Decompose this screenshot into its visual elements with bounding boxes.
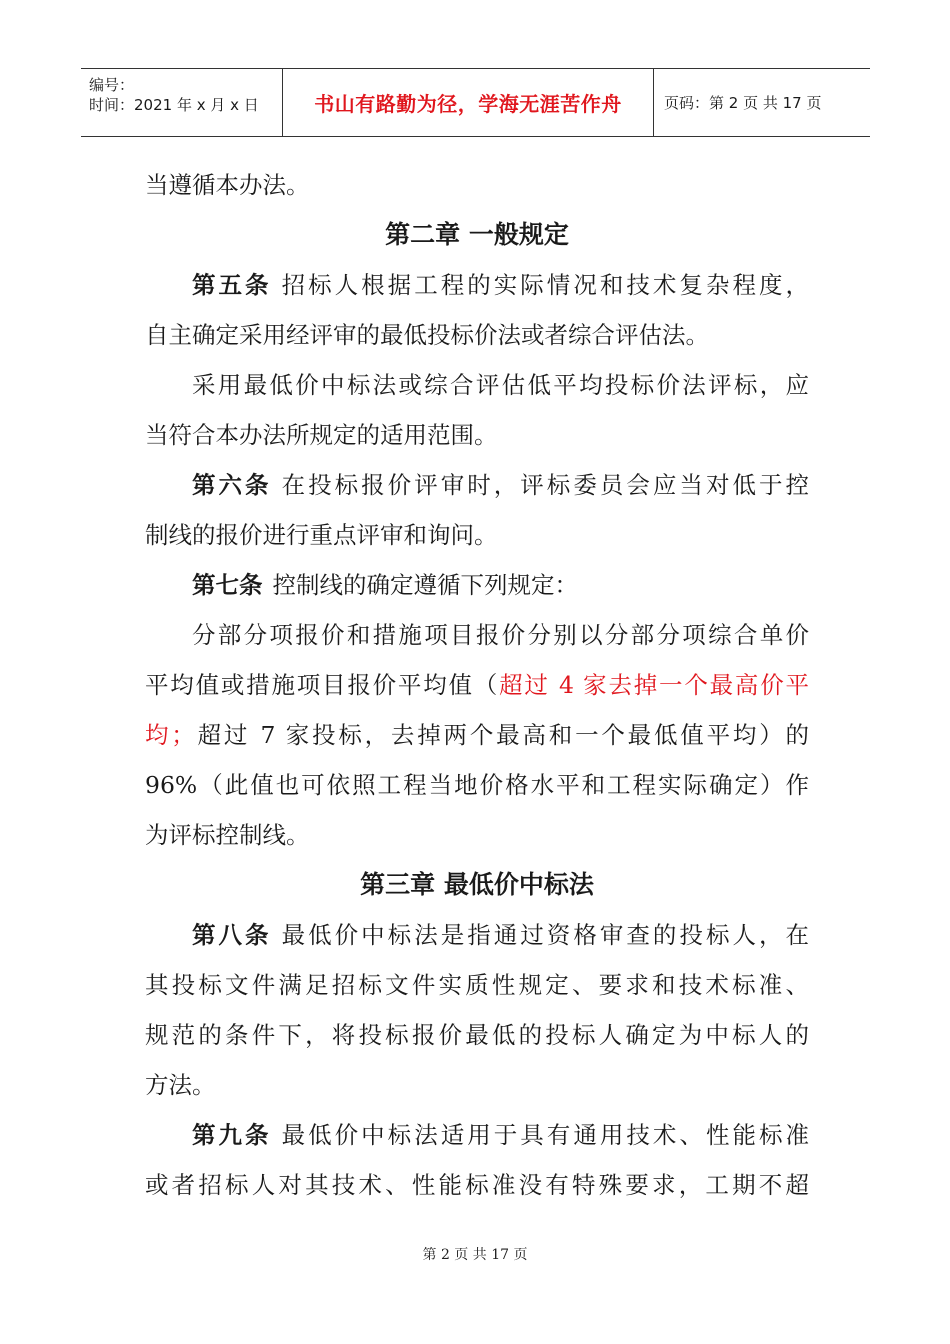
article-5-line-2: 自主确定采用经评审的最低投标价法或者综合评估法。 bbox=[145, 321, 709, 349]
paragraph-2-line-1: 分部分项报价和措施项目报价分别以分部分项综合单价 bbox=[192, 621, 809, 649]
paragraph-2-line-2-text: 平均值或措施项目报价平均值（ bbox=[145, 671, 500, 699]
header-number-label: 编号： bbox=[89, 76, 135, 94]
article-7-line-1 bbox=[145, 560, 809, 610]
chapter-2-heading: 第二章 一般规定 bbox=[385, 220, 569, 249]
article-6-text-1: 在投标报价评审时，评标委员会应当对低于控 bbox=[281, 471, 809, 499]
article-5-text-1: 招标人根据工程的实际情况和技术复杂程度， bbox=[281, 271, 809, 299]
paragraph-2-line-2-highlight: 超过 4 家去掉一个最高价平 bbox=[499, 671, 809, 699]
header-page-label: 页码：第 2 页 共 17 页 bbox=[664, 94, 822, 112]
article-8-text-1: 最低价中标法是指通过资格审查的投标人，在 bbox=[281, 921, 809, 949]
article-9-line-2: 或者招标人对其技术、性能标准没有特殊要求，工期不超 bbox=[145, 1171, 809, 1199]
paragraph-2-line-5: 为评标控制线。 bbox=[145, 821, 310, 849]
paragraph-2-line-4: 96%（此值也可依照工程当地价格水平和工程实际确定）作 bbox=[145, 771, 809, 799]
paragraph-1-line-1: 采用最低价中标法或综合评估低平均投标价法评标，应 bbox=[192, 371, 809, 399]
paragraph-2-line-3 bbox=[145, 710, 809, 760]
article-7-text-1: 控制线的确定遵循下列规定： bbox=[272, 571, 578, 599]
header-motto-cell bbox=[282, 69, 654, 136]
page-footer bbox=[0, 1244, 950, 1264]
header-meta-cell bbox=[81, 69, 282, 136]
article-8-line-3: 规范的条件下，将投标报价最低的投标人确定为中标人的 bbox=[145, 1021, 809, 1049]
article-6-label: 第六条 bbox=[192, 471, 272, 499]
document-header bbox=[81, 68, 870, 137]
article-9-label: 第九条 bbox=[192, 1121, 272, 1149]
article-5-line-1 bbox=[145, 260, 809, 310]
paragraph-2-line-3-highlight: 均； bbox=[145, 721, 195, 749]
paragraph-2-line-3-text: 超过 7 家投标，去掉两个最高和一个最低值平均）的 bbox=[194, 721, 809, 749]
article-7-label: 第七条 bbox=[192, 571, 263, 599]
chapter-3-heading: 第三章 最低价中标法 bbox=[360, 870, 594, 899]
article-9-text-1: 最低价中标法适用于具有通用技术、性能标准 bbox=[281, 1121, 809, 1149]
article-8-label: 第八条 bbox=[192, 921, 272, 949]
article-8-line-1 bbox=[145, 910, 809, 960]
article-8-line-4: 方法。 bbox=[145, 1071, 216, 1099]
article-9-line-1 bbox=[145, 1110, 809, 1160]
article-6-line-2: 制线的报价进行重点评审和询问。 bbox=[145, 521, 498, 549]
article-8-line-2: 其投标文件满足招标文件实质性规定、要求和技术标准、 bbox=[145, 971, 809, 999]
article-6-line-1 bbox=[145, 460, 809, 510]
document-body bbox=[145, 160, 809, 1210]
paragraph-1-line-2: 当符合本办法所规定的适用范围。 bbox=[145, 421, 498, 449]
article-5-label: 第五条 bbox=[192, 271, 272, 299]
header-date-label: 时间：2021 年 x 月 x 日 bbox=[89, 96, 259, 114]
header-motto: 书山有路勤为径，学海无涯苦作舟 bbox=[314, 92, 622, 116]
paragraph-2-line-2 bbox=[145, 660, 809, 710]
header-page-cell bbox=[654, 69, 870, 136]
text-line: 当遵循本办法。 bbox=[145, 171, 310, 199]
footer-page-number: 第 2 页 共 17 页 bbox=[422, 1247, 528, 1263]
